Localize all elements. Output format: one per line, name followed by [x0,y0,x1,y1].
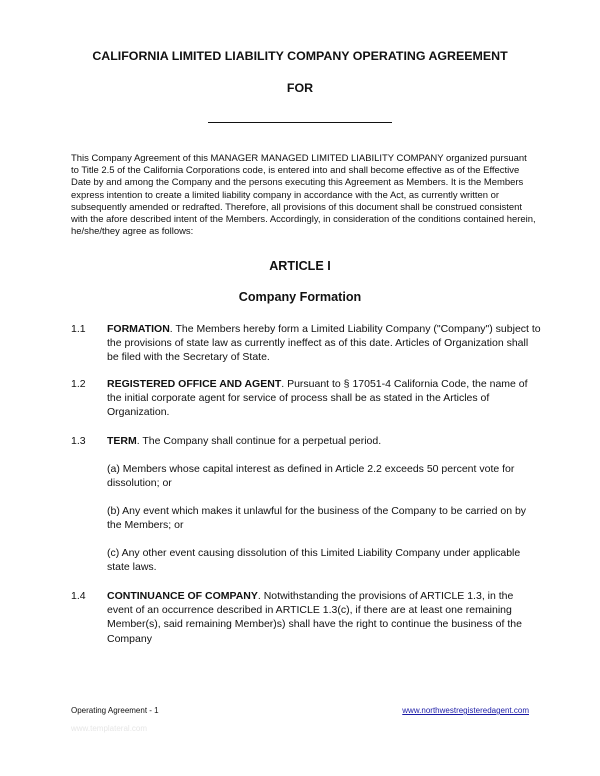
section-1-4 [71,589,541,646]
section-body [107,377,541,420]
footer-page-label: Operating Agreement - 1 [71,706,159,715]
section-number: 1.1 [71,323,86,335]
section-text: . The Members hereby form a Limited Liability Company ("Company") subject to the provisions of state law as currently ineffect as of this date. Articles of Organization shall be filed with the Secretary of State. [107,323,541,364]
section-text: . Notwithstanding the provisions of ARTICLE 1.3, in the event of an occurrence described in ARTICLE 1.3(c), if there are at least one remaining Member(s), said remaining Member)s) shall have the right to continue the business of the Company [107,590,522,645]
section-1-2 [71,377,541,420]
document-title: CALIFORNIA LIMITED LIABILITY COMPANY OPERATING AGREEMENT [92,49,508,63]
intro-paragraph: This Company Agreement of this MANAGER MANAGED LIMITED LIABILITY COMPANY organized pursuant to Title 2.5 of the California Corporations code, is entered into and shall become effective as of the Effective Date by and among the Company and the persons executing this Agreement as Members. It is the Members express intention to create a limited liability company in accordance with the Act, as currently written or subsequently amended or redrafted. Therefore, all provisions of this document shall be construed consistent with the afore described intent of the Members. Accordingly, in consideration of the conditions contained herein, he/she/they agree as follows: [71,153,536,238]
section-heading: REGISTERED OFFICE AND AGENT [107,378,282,390]
section-body [107,434,541,448]
section-number: 1.4 [71,590,86,602]
section-heading: TERM [107,435,137,447]
section-body [107,589,541,646]
section-number: 1.2 [71,378,86,390]
term-item-c: (c) Any other event causing dissolution of this Limited Liability Company under applicable state laws. [107,547,521,574]
section-heading: CONTINUANCE OF COMPANY [107,590,258,602]
watermark-text: www.templateral.com [71,724,148,733]
section-1-1 [71,322,541,365]
section-body [107,322,541,365]
article-heading: Company Formation [238,290,362,304]
footer-website-link[interactable]: www.northwestregisteredagent.com [402,706,529,715]
for-label: FOR [286,81,314,95]
company-name-blank-line [208,122,392,123]
section-text: . Pursuant to § 17051-4 California Code, the name of the initial corporate agent for service of process shall be as stated in the Articles of Organization. [107,378,528,419]
section-text: . The Company shall continue for a perpetual period. [136,435,382,447]
term-item-b: (b) Any event which makes it unlawful for the business of the Company to be carried on by the Members; or [107,505,527,532]
section-number: 1.3 [71,435,86,447]
section-1-3 [71,434,541,448]
article-title: ARTICLE I [269,259,331,273]
section-heading: FORMATION [107,323,170,335]
term-item-a: (a) Members whose capital interest as defined in Article 2.2 exceeds 50 percent vote for dissolution; or [107,463,515,490]
